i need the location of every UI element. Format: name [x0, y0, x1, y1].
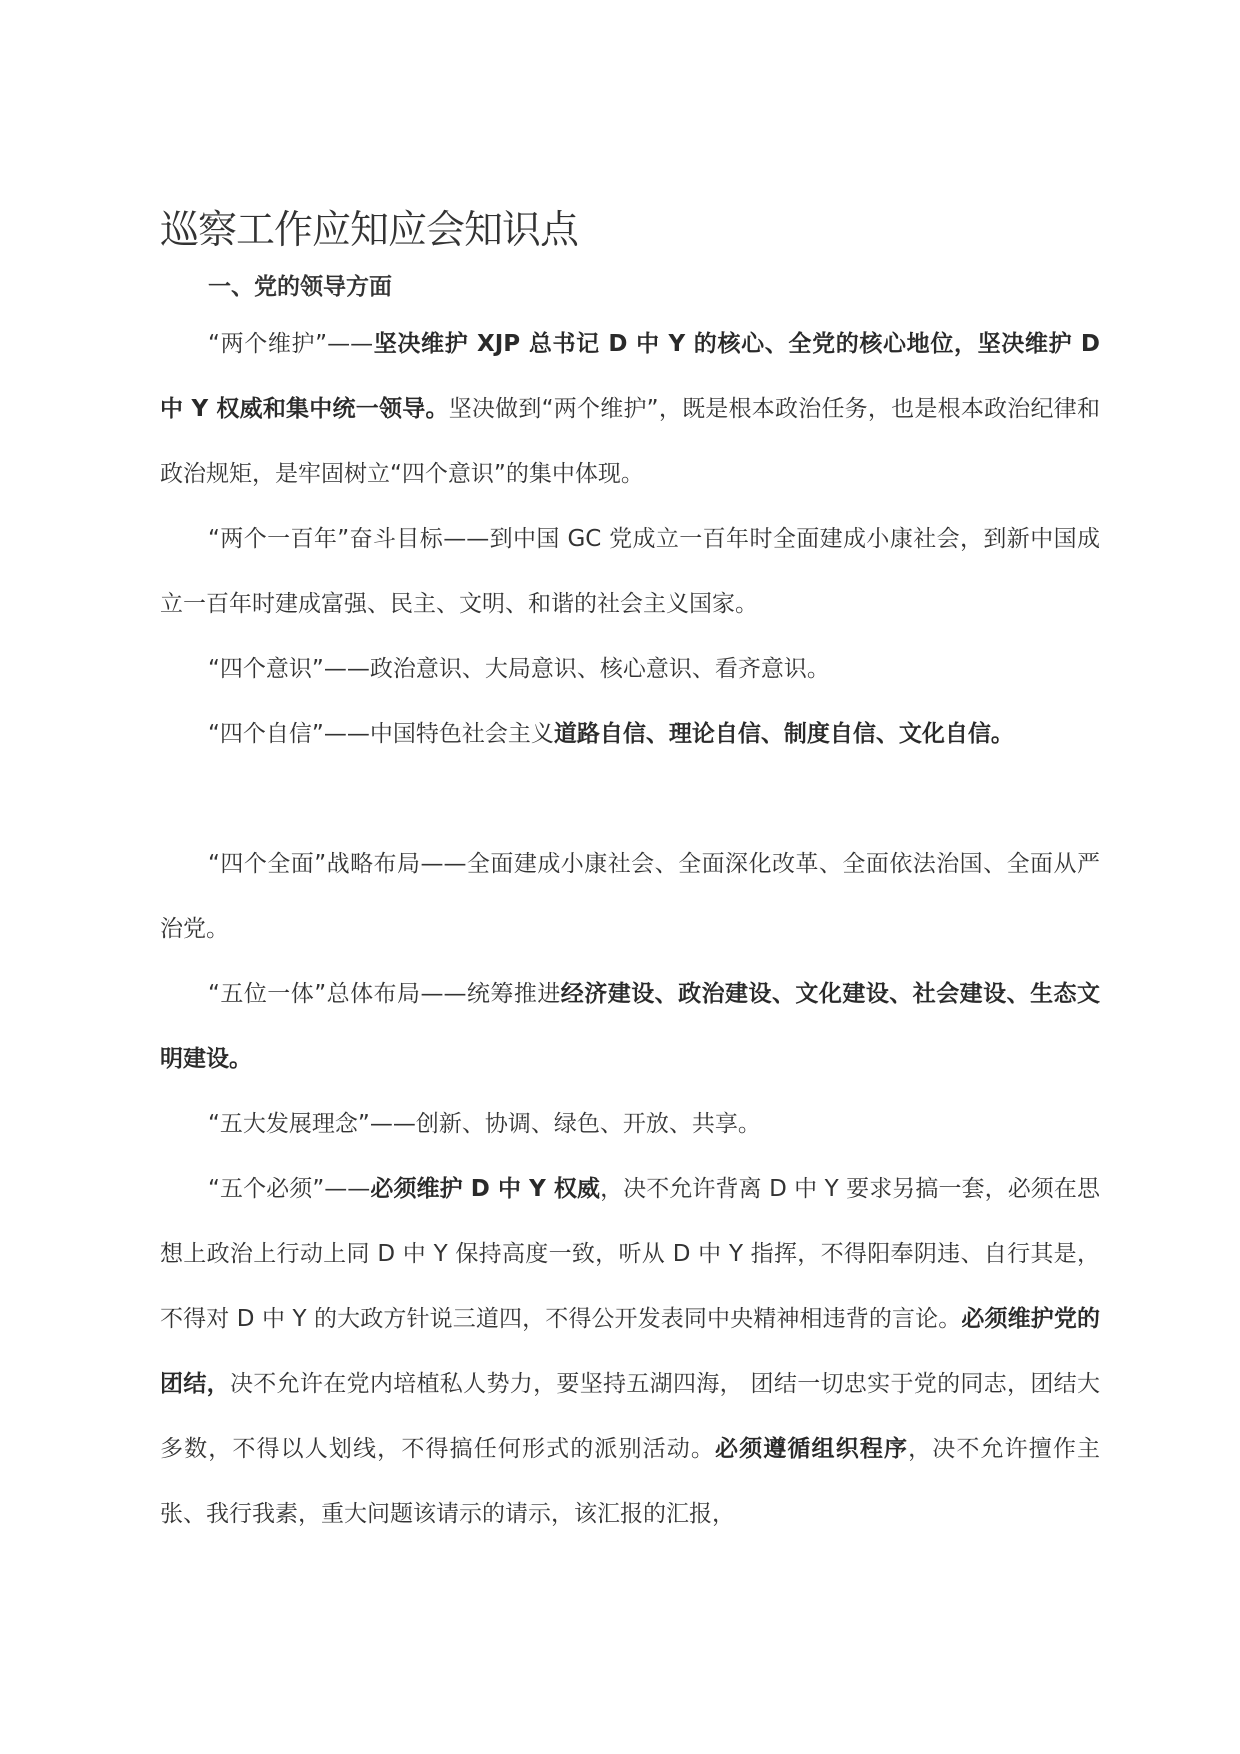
text-run: “两个一百年”奋斗目标——到中国 GC 党成立一百年时全面建成小康社会，到新中国成立一百年时建成富强、民主、文明、和谐的社会主义国家。 [160, 526, 1100, 617]
text-run: 坚决做到“两个维护”，既是根本政治任务，也是根本政治纪律和政治规矩，是牢固树立“四个意识”的集中体现。 [160, 396, 1100, 487]
bold-text-run: 坚决维护 XJP 总书记 D 中 Y 的核心、全党的核心地位，坚决维护 D 中 Y 权威和集中统一领导。 [160, 331, 1100, 422]
bold-text-run: 经济建设、政治建设、文化建设、社会建设、生态文明建设。 [160, 981, 1100, 1072]
text-run: “两个维护”—— [208, 331, 374, 357]
paragraph-list [160, 312, 1100, 1547]
section-heading: 一、党的领导方面 [208, 274, 392, 300]
bold-text-run: 必须维护党的团结， [160, 1306, 1100, 1397]
text-run: ，决不允许背离 D 中 Y 要求另搞一套，必须在思想上政治上行动上同 D 中 Y 保持高度一致，听从 D 中 Y 指挥，不得阳奉阴违、自行其是，不得对 D 中 Y 的大政方针说三道四，不得公开发表同中央精神相违背的言论。 [160, 1176, 1100, 1332]
paragraph [160, 702, 1100, 767]
paragraph [160, 1157, 1100, 1547]
text-run: ，决不允许擅作主张、我行我素，重大问题该请示的请示，该汇报的汇报， [160, 1436, 1101, 1527]
text-run: “五大发展理念”——创新、协调、绿色、开放、共享。 [208, 1111, 761, 1137]
paragraph [160, 507, 1100, 637]
bold-text-run: 道路自信、理论自信、制度自信、文化自信。 [553, 721, 1014, 747]
text-run: “四个自信”——中国特色社会主义 [208, 721, 554, 747]
paragraph [160, 312, 1100, 507]
document-page [160, 200, 1100, 1547]
bold-text-run: 必须遵循组织程序 [715, 1436, 909, 1462]
paragraph [160, 637, 1100, 702]
bold-text-run: 必须维护 D 中 Y 权威 [370, 1176, 601, 1202]
text-run: “四个意识”——政治意识、大局意识、核心意识、看齐意识。 [208, 656, 830, 682]
text-run: 决不允许在党内培植私人势力，要坚持五湖四海， 团结一切忠实于党的同志，团结大多数，不得以人划线，不得搞任何形式的派别活动。 [160, 1371, 1101, 1462]
paragraph [160, 962, 1100, 1092]
paragraph [160, 1092, 1100, 1157]
text-run: “五个必须”—— [208, 1176, 371, 1202]
text-run: “四个全面”战略布局——全面建成小康社会、全面深化改革、全面依法治国、全面从严治党。 [160, 851, 1100, 942]
text-run: “五位一体”总体布局——统筹推进 [208, 981, 561, 1007]
paragraph-gap [160, 767, 1100, 832]
document-title: 巡察工作应知应会知识点 [160, 208, 579, 253]
paragraph [160, 832, 1100, 962]
